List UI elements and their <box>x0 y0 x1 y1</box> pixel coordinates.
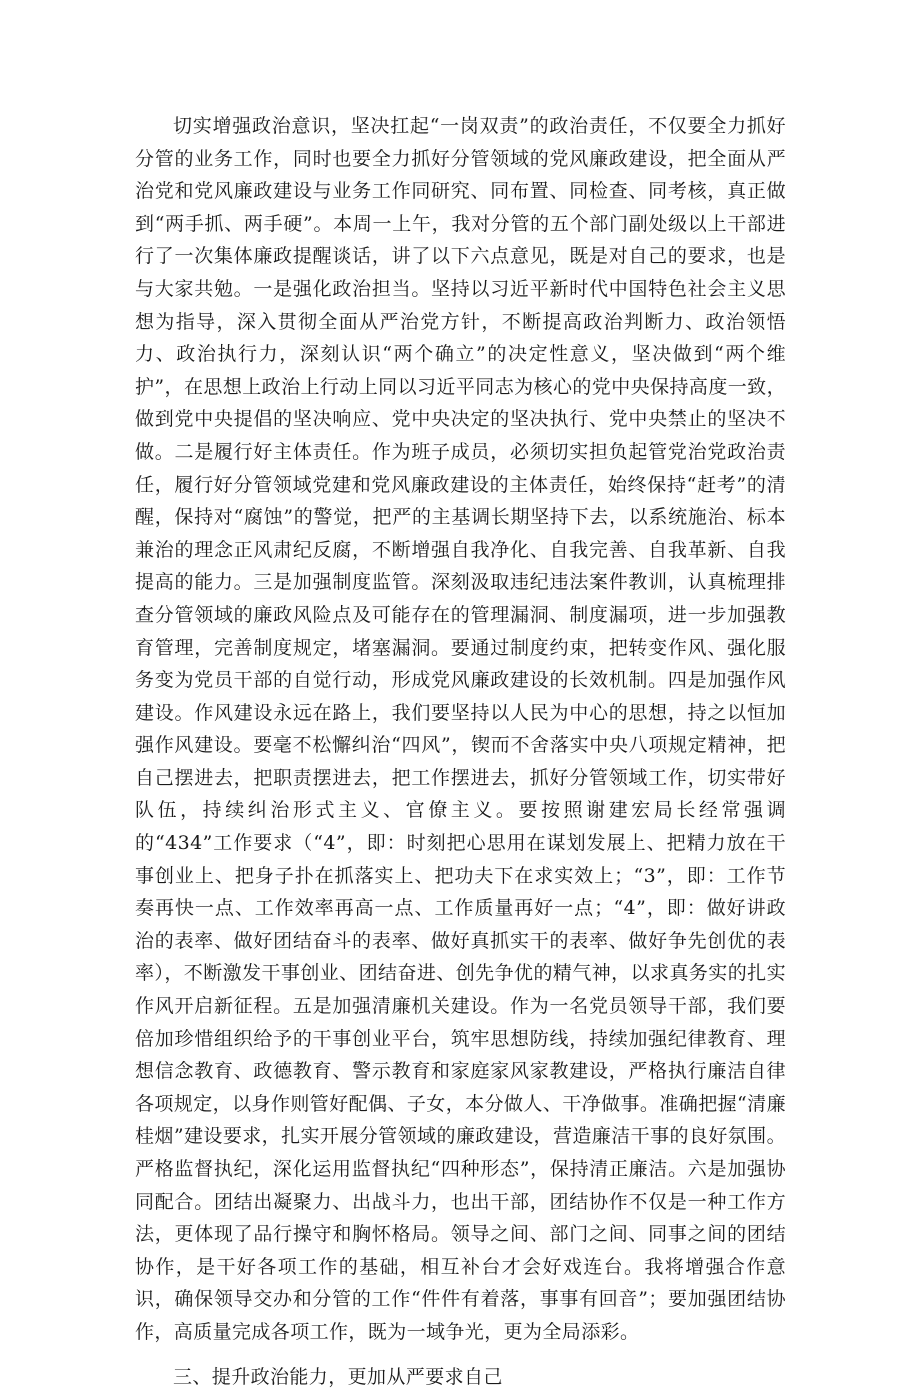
section-heading: 三、提升政治能力，更加从严要求自己 <box>173 1365 503 1388</box>
document-content <box>135 110 786 1393</box>
body-paragraph: 切实增强政治意识，坚决扛起“一岗双责”的政治责任，不仅要全力抓好分管的业务工作，同时也要全力抓好分管领域的党风廉政建设，把全面从严治党和党风廉政建设与业务工作同研究、同布置、同检查、同考核，真正做到“两手抓、两手硬”。本周一上午，我对分管的五个部门副处级以上干部进行了一次集体廉政提醒谈话，讲了以下六点意见，既是对自己的要求，也是与大家共勉。一是强化政治担当。坚持以习近平新时代中国特色社会主义思想为指导，深入贯彻全面从严治党方针，不断提高政治判断力、政治领悟力、政治执行力，深刻认识“两个确立”的决定性意义，坚决做到“两个维护”，在思想上政治上行动上同以习近平同志为核心的党中央保持高度一致，做到党中央提倡的坚决响应、党中央决定的坚决执行、党中央禁止的坚决不做。二是履行好主体责任。作为班子成员，必须切实担负起管党治党政治责任，履行好分管领域党建和党风廉政建设的主体责任，始终保持“赶考”的清醒，保持对“腐蚀”的警觉，把严的主基调长期坚持下去，以系统施治、标本兼治的理念正风肃纪反腐，不断增强自我净化、自我完善、自我革新、自我提高的能力。三是加强制度监管。深刻汲取违纪违法案件教训，认真梳理排查分管领域的廉政风险点及可能存在的管理漏洞、制度漏项，进一步加强教育管理，完善制度规定，堵塞漏洞。要通过制度约束，把转变作风、强化服务变为党员干部的自觉行动，形成党风廉政建设的长效机制。四是加强作风建设。作风建设永远在路上，我们要坚持以人民为中心的思想，持之以恒加强作风建设。要毫不松懈纠治“四风”，锲而不舍落实中央八项规定精神，把自己摆进去，把职责摆进去，把工作摆进去，抓好分管领域工作，切实带好队伍，持续纠治形式主义、官僚主义。要按照谢建宏局长经常强调的“434”工作要求（“4”，即：时刻把心思用在谋划发展上、把精力放在干事创业上、把身子扑在抓落实上、把功夫下在求实效上；“3”，即：工作节奏再快一点、工作效率再高一点、工作质量再好一点；“4”，即：做好讲政治的表率、做好团结奋斗的表率、做好真抓实干的表率、做好争先创优的表率），不断激发干事创业、团结奋进、创先争优的精气神，以求真务实的扎实作风开启新征程。五是加强清廉机关建设。作为一名党员领导干部，我们要倍加珍惜组织给予的干事创业平台，筑牢思想防线，持续加强纪律教育、理想信念教育、政德教育、警示教育和家庭家风家教建设，严格执行廉洁自律各项规定，以身作则管好配偶、子女，本分做人、干净做事。准确把握“清廉桂烟”建设要求，扎实开展分管领域的廉政建设，营造廉洁干事的良好氛围。严格监督执纪，深化运用监督执纪“四种形态”，保持清正廉洁。六是加强协同配合。团结出凝聚力、出战斗力，也出干部，团结协作不仅是一种工作方法，更体现了品行操守和胸怀格局。领导之间、部门之间、同事之间的团结协作，是干好各项工作的基础，相互补台才会好戏连台。我将增强合作意识，确保领导交办和分管的工作“件件有着落，事事有回音”；要加强团结协作，高质量完成各项工作，既为一域争光，更为全局添彩。 <box>135 115 786 1343</box>
